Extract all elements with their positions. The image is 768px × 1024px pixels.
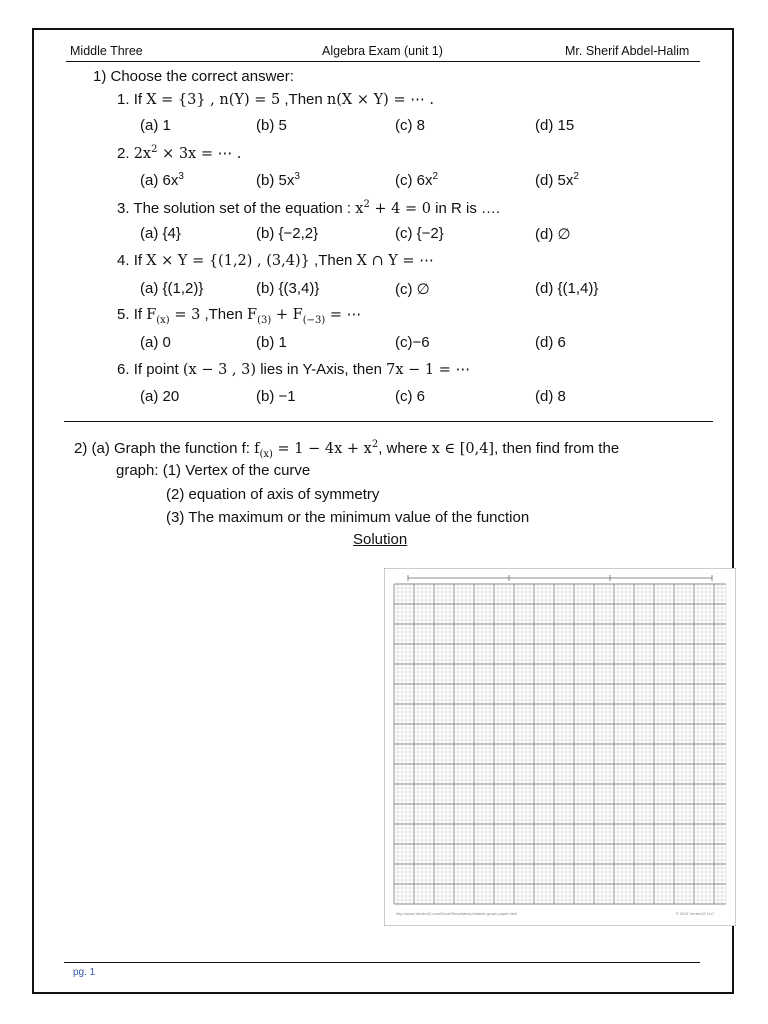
- header-class: Middle Three: [70, 44, 143, 58]
- q1-item-1: 1. If X = {3} , n(Y) = 5 ,Then n(X × Y) = ⋯ .: [117, 91, 434, 108]
- q1-4-option-a: (a) {(1,2)}: [140, 280, 204, 297]
- q1-item-3: 3. The solution set of the equation : $x^2 + 4 = 0$ in R is ….: [117, 199, 501, 217]
- q1-3-option-d: (d) ∅: [535, 226, 571, 243]
- q1-1-option-d: (d) 15: [535, 117, 575, 134]
- graph-paper: [384, 568, 736, 926]
- q2-line-3: (2) equation of axis of symmetry: [166, 486, 380, 503]
- graph-paper-sheet: [384, 568, 736, 926]
- q1-5-option-d: (d) 6: [535, 334, 566, 351]
- q1-3-option-b: (b) {−2,2}: [256, 225, 319, 242]
- q1-6-option-a: (a) 20: [140, 388, 180, 405]
- q1-5-option-b: (b) 1: [256, 334, 287, 351]
- q1-title: 1) Choose the correct answer:: [93, 68, 294, 85]
- q1-2-option-b: (b) $5x^3$: [256, 171, 300, 189]
- footer-rule: [64, 962, 700, 963]
- q1-2-option-a: (a) $6x^3$: [140, 171, 184, 189]
- q1-6-option-d: (d) 8: [535, 388, 566, 405]
- q1-5-option-a: (a) 0: [140, 334, 171, 351]
- header-rule: [66, 61, 700, 62]
- q1-1-option-c: (c) 8: [395, 117, 425, 134]
- page-number: pg. 1: [73, 967, 96, 978]
- q1-6-option-b: (b) −1: [256, 388, 296, 405]
- graph-paper-copyright: © 2014 Vertex42 LLC: [675, 911, 714, 916]
- q1-5-option-c: (c)−6: [395, 334, 430, 351]
- solution-heading: Solution: [353, 531, 408, 548]
- header-title: Algebra Exam (unit 1): [322, 44, 443, 58]
- graph-paper-credit: http://www.Vertex42.com/ExcelTemplates/printable-graph-paper.html: [396, 911, 518, 916]
- q1-3-option-a: (a) {4}: [140, 225, 181, 242]
- q2-line-1: 2) (a) Graph the function f: $f_{(x)} = 1 - 4x + x^2$, where x ∈ [0,4], then find from the: [74, 439, 620, 460]
- q1-item-4: 4. If X × Y = {(1,2) , (3,4)} ,Then X ∩ Y = ⋯: [117, 252, 434, 269]
- q2-line-2: graph: (1) Vertex of the curve: [116, 462, 311, 479]
- q1-1-option-b: (b) 5: [256, 117, 287, 134]
- q1-4-option-b: (b) {(3,4)}: [256, 280, 320, 297]
- graph-grid: [394, 584, 726, 904]
- header-teacher: Mr. Sherif Abdel-Halim: [565, 44, 690, 58]
- q1-4-option-c: (c) ∅: [395, 281, 430, 298]
- q1-2-option-c: (c) $6x^2$: [395, 171, 439, 189]
- q2-line-4: (3) The maximum or the minimum value of the function: [166, 509, 530, 526]
- q1-item-2: 2. $2x^2 \times 3x$ = ⋯ .: [117, 144, 242, 162]
- q1-6-option-c: (c) 6: [395, 388, 425, 405]
- q1-item-6: 6. If point (x − 3 , 3) lies in Y-Axis, then 7x − 1 = ⋯: [117, 361, 470, 378]
- section-divider: [64, 421, 713, 422]
- q1-2-option-d: (d) $5x^2$: [535, 171, 579, 189]
- q1-3-option-c: (c) {−2}: [395, 225, 444, 242]
- q1-4-option-d: (d) {(1,4)}: [535, 280, 599, 297]
- q1-item-5: 5. If $F_{(x)} = 3$ ,Then $F_{(3)} + F_{(-3)}$ = ⋯: [117, 306, 362, 326]
- q1-1-option-a: (a) 1: [140, 117, 171, 134]
